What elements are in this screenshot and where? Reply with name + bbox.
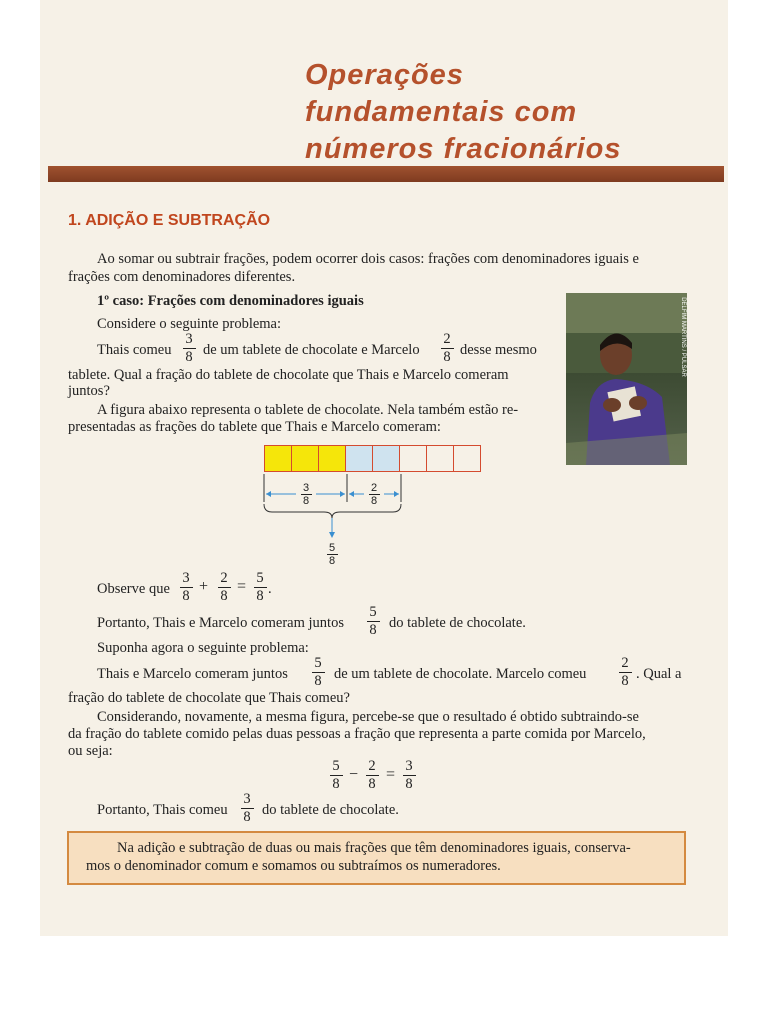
tablet-part-thais [318, 445, 346, 472]
plus-sign: + [199, 578, 209, 595]
conclusion1-fraction-5-8 [366, 605, 380, 638]
problem2-fraction-5-8 [311, 656, 325, 689]
rule-line-2: mos o denominador comum e somamos ou subtraímos os numeradores. [86, 858, 501, 874]
tablet-part-thais [291, 445, 319, 472]
subtraction-fraction-5-8 [329, 759, 343, 792]
tablet-part-remaining [399, 445, 427, 472]
tablet-part-marcelo [372, 445, 400, 472]
considering-line-3: ou seja: [68, 743, 113, 759]
denominator: 8 [369, 622, 377, 638]
equation-fraction-2-8 [217, 571, 231, 604]
equals-sign-2: = [386, 766, 396, 783]
numerator: 3 [405, 758, 413, 774]
problem1-text-b: de um tablete de chocolate e Marcelo [203, 342, 420, 358]
conclusion2-fraction-3-8 [240, 792, 254, 825]
numerator: 2 [220, 570, 228, 586]
numerator: 5 [332, 758, 340, 774]
conclusion1-a: Portanto, Thais e Marcelo comeram juntos [97, 615, 344, 631]
denominator: 8 [185, 349, 193, 365]
figure-fraction-3-8 [299, 482, 313, 507]
problem2-text-b: de um tablete de chocolate. Marcelo comeu [334, 666, 587, 682]
numerator: 5 [256, 570, 264, 586]
considering-line-1: Considerando, novamente, a mesma figura, percebe-se que o resultado é obtido subtraindo-se [97, 709, 639, 725]
equation-fraction-5-8 [253, 571, 267, 604]
photo-illustration [566, 293, 687, 465]
subtraction-fraction-3-8 [402, 759, 416, 792]
problem2-line-2: fração do tablete de chocolate que Thais comeu? [68, 690, 350, 706]
denominator: 8 [443, 349, 451, 365]
denominator: 8 [220, 588, 228, 604]
considering-line-2: da fração do tablete comido pelas duas pessoas a fração que representa a parte comida por Marcelo, [68, 726, 646, 742]
intro-line-2: frações com denominadores diferentes. [68, 269, 296, 285]
numerator: 3 [302, 482, 310, 494]
denominator: 8 [182, 588, 190, 604]
problem1-line-3: juntos? [68, 383, 110, 399]
photo-credit-text: DELFIM MARTINS / PULSAR [679, 297, 686, 377]
problem2-intro: Suponha agora o seguinte problema: [97, 640, 309, 656]
numerator: 5 [314, 655, 322, 671]
observe-text: Observe que [97, 581, 170, 597]
tablet-part-remaining [426, 445, 454, 472]
conclusion1-b: do tablete de chocolate. [389, 615, 526, 631]
problem1-text-c: desse mesmo [460, 342, 537, 358]
photo-credit [677, 297, 687, 380]
intro-line-1: Ao somar ou subtrair frações, podem ocorrer dois casos: frações com denominadores iguais e [97, 251, 639, 267]
tablet-part-remaining [453, 445, 481, 472]
numerator: 2 [443, 331, 451, 347]
rule-box [67, 831, 686, 885]
equals-sign: = [237, 578, 247, 595]
chocolate-tablet [265, 445, 481, 472]
numerator: 2 [370, 482, 378, 494]
conclusion2-a: Portanto, Thais comeu [97, 802, 228, 818]
numerator: 3 [185, 331, 193, 347]
denominator: 8 [328, 555, 336, 567]
numerator: 5 [369, 604, 377, 620]
tablet-part-marcelo [345, 445, 373, 472]
rule-line-1: Na adição e subtração de duas ou mais frações que têm denominadores iguais, conserva- [117, 840, 631, 856]
figure-text-2: presentadas as frações do tablete que Thais e Marcelo comeram: [68, 419, 441, 435]
denominator: 8 [370, 495, 378, 507]
denominator: 8 [621, 673, 629, 689]
section-heading: 1. ADIÇÃO E SUBTRAÇÃO [68, 212, 271, 229]
conclusion2-b: do tablete de chocolate. [262, 802, 399, 818]
numerator: 2 [621, 655, 629, 671]
title-line-1: Operações [305, 59, 464, 91]
figure-text-1: A figura abaixo representa o tablete de chocolate. Nela também estão re- [97, 402, 519, 418]
problem1-text-a: Thais comeu [97, 342, 172, 358]
problem1-line-2: tablete. Qual a fração do tablete de chocolate que Thais e Marcelo comeram [68, 367, 509, 383]
title-band [48, 166, 724, 182]
fraction-3-8 [182, 332, 196, 365]
case1-heading: 1º caso: Frações com denominadores iguais [97, 293, 364, 309]
fraction-2-8 [440, 332, 454, 365]
problem1-intro: Considere o seguinte problema: [97, 316, 282, 332]
denominator: 8 [368, 776, 376, 792]
title-line-2: fundamentais com [305, 96, 578, 128]
numerator: 3 [243, 791, 251, 807]
denominator: 8 [243, 809, 251, 825]
minus-sign: − [349, 766, 359, 783]
denominator: 8 [332, 776, 340, 792]
photo-boy-eating-chocolate [566, 293, 687, 465]
tablet-brackets [258, 470, 418, 542]
tablet-part-thais [264, 445, 292, 472]
denominator: 8 [405, 776, 413, 792]
figure-fraction-2-8 [367, 482, 381, 507]
problem2-text-a: Thais e Marcelo comeram juntos [97, 666, 288, 682]
problem2-fraction-2-8 [618, 656, 632, 689]
numerator: 5 [328, 542, 336, 554]
page-title [305, 57, 622, 168]
title-line-3: números fracionários [305, 133, 622, 165]
problem2-text-c: . Qual a [636, 666, 682, 682]
denominator: 8 [302, 495, 310, 507]
figure-fraction-5-8 [325, 542, 339, 567]
period: . [268, 581, 272, 597]
denominator: 8 [314, 673, 322, 689]
denominator: 8 [256, 588, 264, 604]
equation-fraction-3-8 [179, 571, 193, 604]
subtraction-fraction-2-8 [365, 759, 379, 792]
numerator: 3 [182, 570, 190, 586]
numerator: 2 [368, 758, 376, 774]
